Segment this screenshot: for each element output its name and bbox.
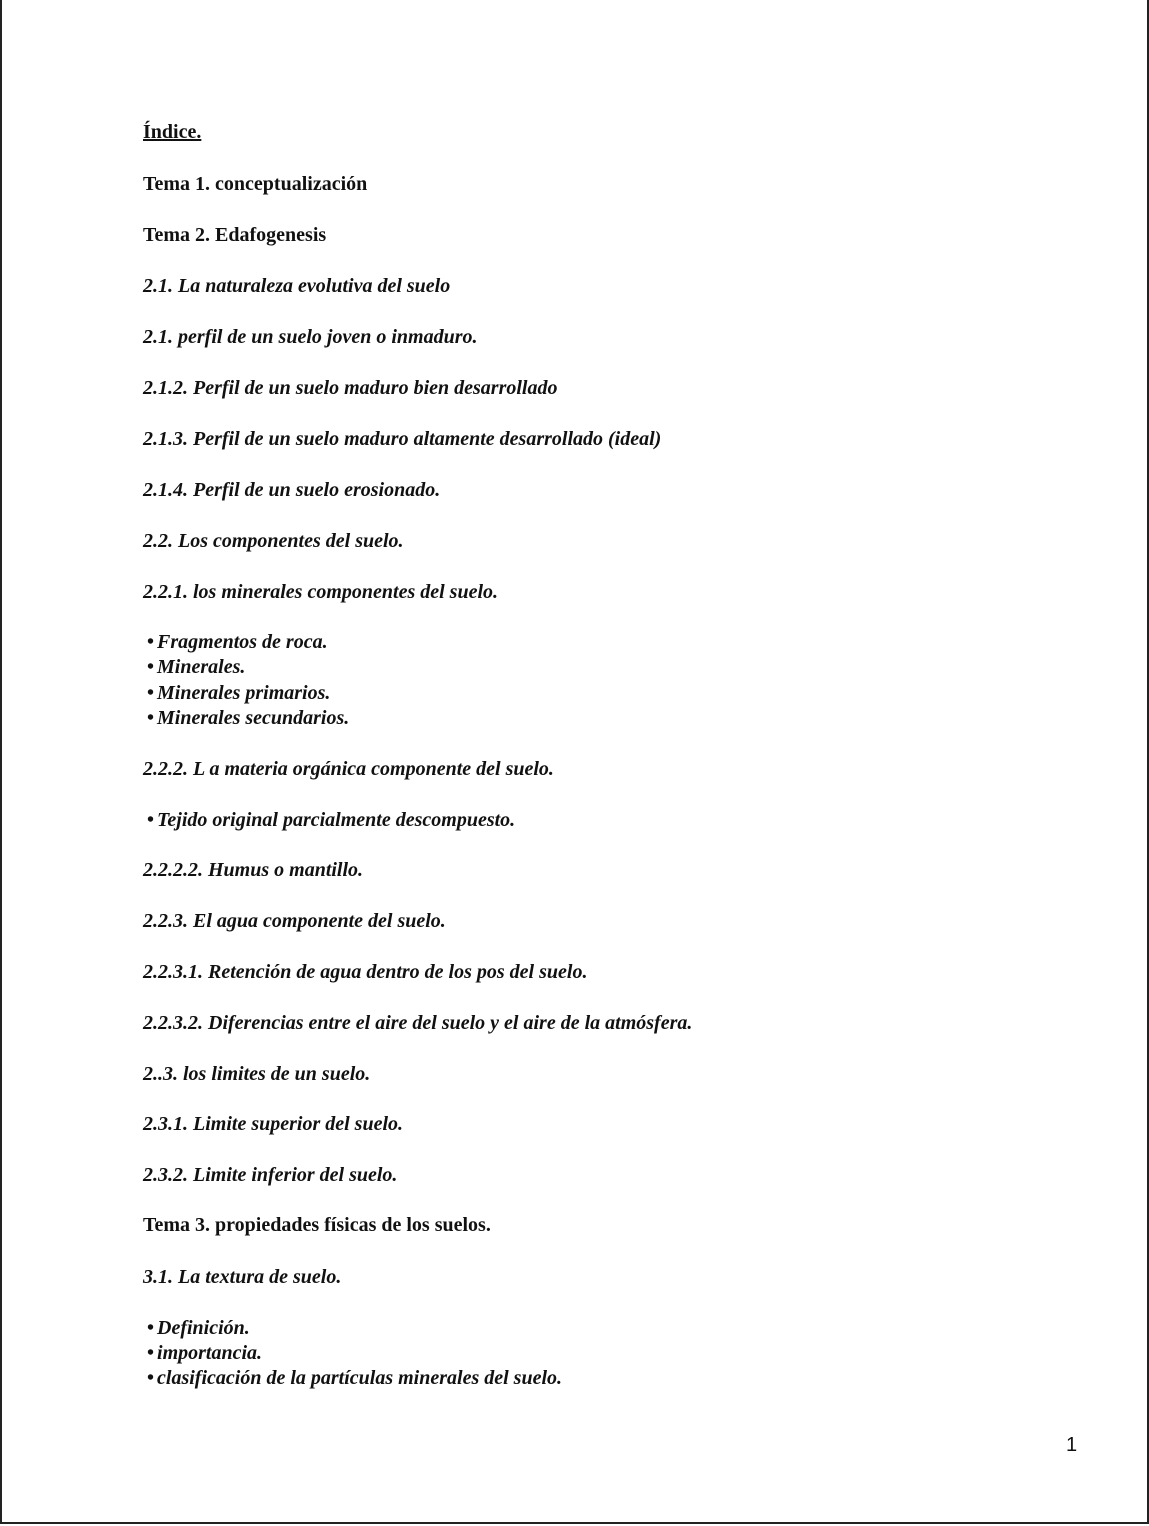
toc-heading-tema-1: Tema 1. conceptualización [143, 173, 368, 195]
toc-entry: 2.2.1. los minerales componentes del suelo. [143, 581, 498, 603]
toc-bullet-text: Fragmentos de roca. [157, 631, 328, 653]
toc-bullet-text: Minerales. [157, 656, 246, 678]
toc-bullet-text: Minerales primarios. [157, 682, 331, 704]
toc-bullet-item [147, 706, 349, 730]
index-title: Índice. [143, 121, 202, 143]
bullet-icon: • [147, 656, 155, 678]
toc-entry: 2.2.2. L a materia orgánica componente del suelo. [143, 758, 554, 780]
toc-bullet-item [147, 808, 515, 832]
toc-bullet-item [147, 655, 245, 679]
toc-entry: 2.3.1. Limite superior del suelo. [143, 1113, 403, 1135]
toc-entry: 2.2.3.2. Diferencias entre el aire del suelo y el aire de la atmósfera. [143, 1012, 693, 1034]
bullet-icon: • [147, 1367, 155, 1389]
toc-bullet-item [147, 681, 330, 705]
toc-bullet-text: importancia. [157, 1342, 263, 1364]
toc-entry: 2.1. La naturaleza evolutiva del suelo [143, 275, 451, 297]
toc-entry: 2.1. perfil de un suelo joven o inmaduro. [143, 326, 478, 348]
toc-bullet-text: Tejido original parcialmente descompuesto. [157, 809, 516, 831]
toc-bullet-item [147, 1366, 562, 1390]
toc-entry: 2.1.2. Perfil de un suelo maduro bien desarrollado [143, 377, 558, 399]
toc-entry: 2.2.3.1. Retención de agua dentro de los pos del suelo. [143, 961, 588, 983]
bullet-icon: • [147, 631, 155, 653]
bullet-icon: • [147, 682, 155, 704]
bullet-icon: • [147, 707, 155, 729]
toc-entry: 2.1.4. Perfil de un suelo erosionado. [143, 479, 441, 501]
toc-entry: 2.2.3. El agua componente del suelo. [143, 910, 446, 932]
toc-entry: 3.1. La textura de suelo. [143, 1266, 342, 1288]
toc-entry: 2.2. Los componentes del suelo. [143, 530, 404, 552]
toc-entry: 2..3. los limites de un suelo. [143, 1063, 371, 1085]
toc-heading-tema-2: Tema 2. Edafogenesis [143, 224, 327, 246]
toc-entry: 2.1.3. Perfil de un suelo maduro altamente desarrollado (ideal) [143, 428, 662, 450]
toc-bullet-text: Definición. [157, 1317, 250, 1339]
page-number: 1 [1066, 1434, 1078, 1456]
bullet-icon: • [147, 1342, 155, 1364]
bullet-icon: • [147, 1317, 155, 1339]
toc-entry: 2.2.2.2. Humus o mantillo. [143, 859, 364, 881]
bullet-icon: • [147, 809, 155, 831]
toc-entry: 2.3.2. Limite inferior del suelo. [143, 1164, 398, 1186]
toc-heading-tema-3: Tema 3. propiedades físicas de los suelos. [143, 1214, 491, 1236]
toc-bullet-text: Minerales secundarios. [157, 707, 350, 729]
toc-bullet-item [147, 1316, 250, 1340]
toc-bullet-text: clasificación de la partículas minerales del suelo. [157, 1367, 562, 1389]
toc-bullet-item [147, 630, 328, 654]
toc-bullet-item [147, 1341, 262, 1365]
